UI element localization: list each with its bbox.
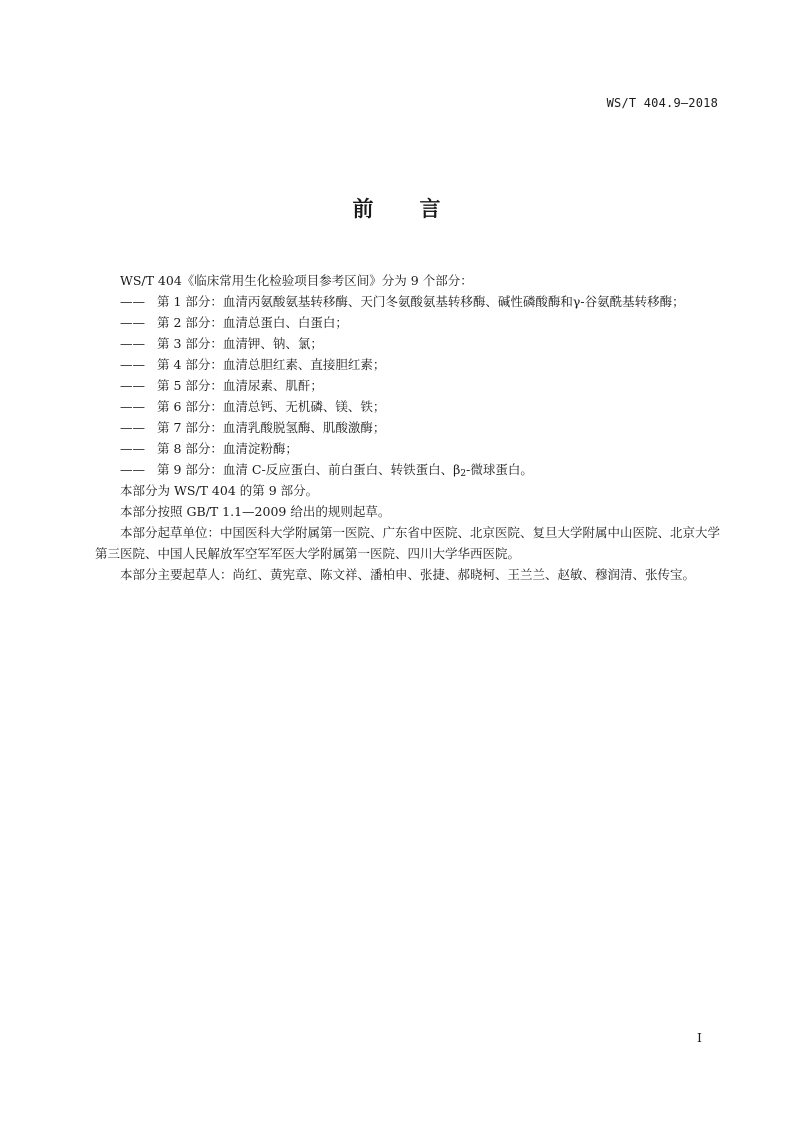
part-label: 第 6 部分： — [157, 399, 223, 414]
part-label: 第 8 部分： — [157, 441, 223, 456]
dash-marker: —— — [120, 357, 145, 372]
rules-paragraph: 本部分按照 GB/T 1.1—2009 给出的规则起草。 — [120, 504, 391, 519]
part-text-end: -微球蛋白。 — [466, 462, 533, 477]
part-text: 血清 C-反应蛋白、前白蛋白、转铁蛋白、β — [222, 462, 461, 477]
part-text: 血清淀粉酶； — [222, 441, 298, 456]
part-item-1 — [95, 291, 721, 312]
part-text: 血清总蛋白、白蛋白； — [222, 315, 348, 330]
dash-marker: —— — [120, 420, 145, 435]
part-text: 血清尿素、肌酐； — [222, 378, 323, 393]
dash-marker: —— — [120, 399, 145, 414]
dash-marker: —— — [120, 378, 145, 393]
page-number: I — [697, 1030, 702, 1045]
part-label: 第 7 部分： — [157, 420, 223, 435]
part-item-9 — [95, 459, 721, 480]
dash-marker: —— — [120, 462, 145, 477]
standard-code: WS/T 404.9—2018 — [606, 96, 718, 110]
dash-marker: —— — [120, 441, 145, 456]
part-label: 第 3 部分： — [157, 336, 223, 351]
part-text: 血清丙氨酸氨基转移酶、天门冬氨酸氨基转移酶、碱性磷酸酶和γ-谷氨酰基转移酶； — [222, 294, 685, 309]
foreword-body — [95, 270, 721, 585]
intro-paragraph: WS/T 404《临床常用生化检验项目参考区间》分为 9 个部分： — [120, 273, 473, 288]
drafting-units-paragraph: 本部分起草单位：中国医科大学附属第一医院、广东省中医院、北京医院、复旦大学附属中山医院、北京大学第三医院、中国人民解放军空军军医大学附属第一医院、四川大学华西医院。 — [95, 525, 721, 561]
drafters-paragraph: 本部分主要起草人：尚红、黄宪章、陈文祥、潘柏申、张捷、郝晓柯、王兰兰、赵敏、穆润清、张传宝。 — [120, 567, 696, 582]
this-part-paragraph: 本部分为 WS/T 404 的第 9 部分。 — [120, 483, 319, 498]
part-label: 第 1 部分： — [157, 294, 223, 309]
page-title — [0, 193, 793, 223]
dash-marker: —— — [120, 315, 145, 330]
part-label: 第 9 部分： — [157, 462, 223, 477]
part-text: 血清总钙、无机磷、镁、铁； — [222, 399, 386, 414]
part-label: 第 5 部分： — [157, 378, 223, 393]
part-text: 血清总胆红素、直接胆红素； — [222, 357, 386, 372]
title-char-1: 前 — [352, 197, 374, 221]
subscript: 2 — [460, 469, 467, 479]
part-item-7 — [95, 417, 721, 438]
part-text: 血清钾、钠、氯； — [222, 336, 323, 351]
part-item-3 — [95, 333, 721, 354]
title-char-2: 言 — [419, 197, 441, 221]
part-item-5 — [95, 375, 721, 396]
part-text: 血清乳酸脱氢酶、肌酸激酶； — [222, 420, 386, 435]
part-item-4 — [95, 354, 721, 375]
dash-marker: —— — [120, 294, 145, 309]
part-label: 第 4 部分： — [157, 357, 223, 372]
part-item-2 — [95, 312, 721, 333]
dash-marker: —— — [120, 336, 145, 351]
part-label: 第 2 部分： — [157, 315, 223, 330]
part-item-8 — [95, 438, 721, 459]
part-item-6 — [95, 396, 721, 417]
